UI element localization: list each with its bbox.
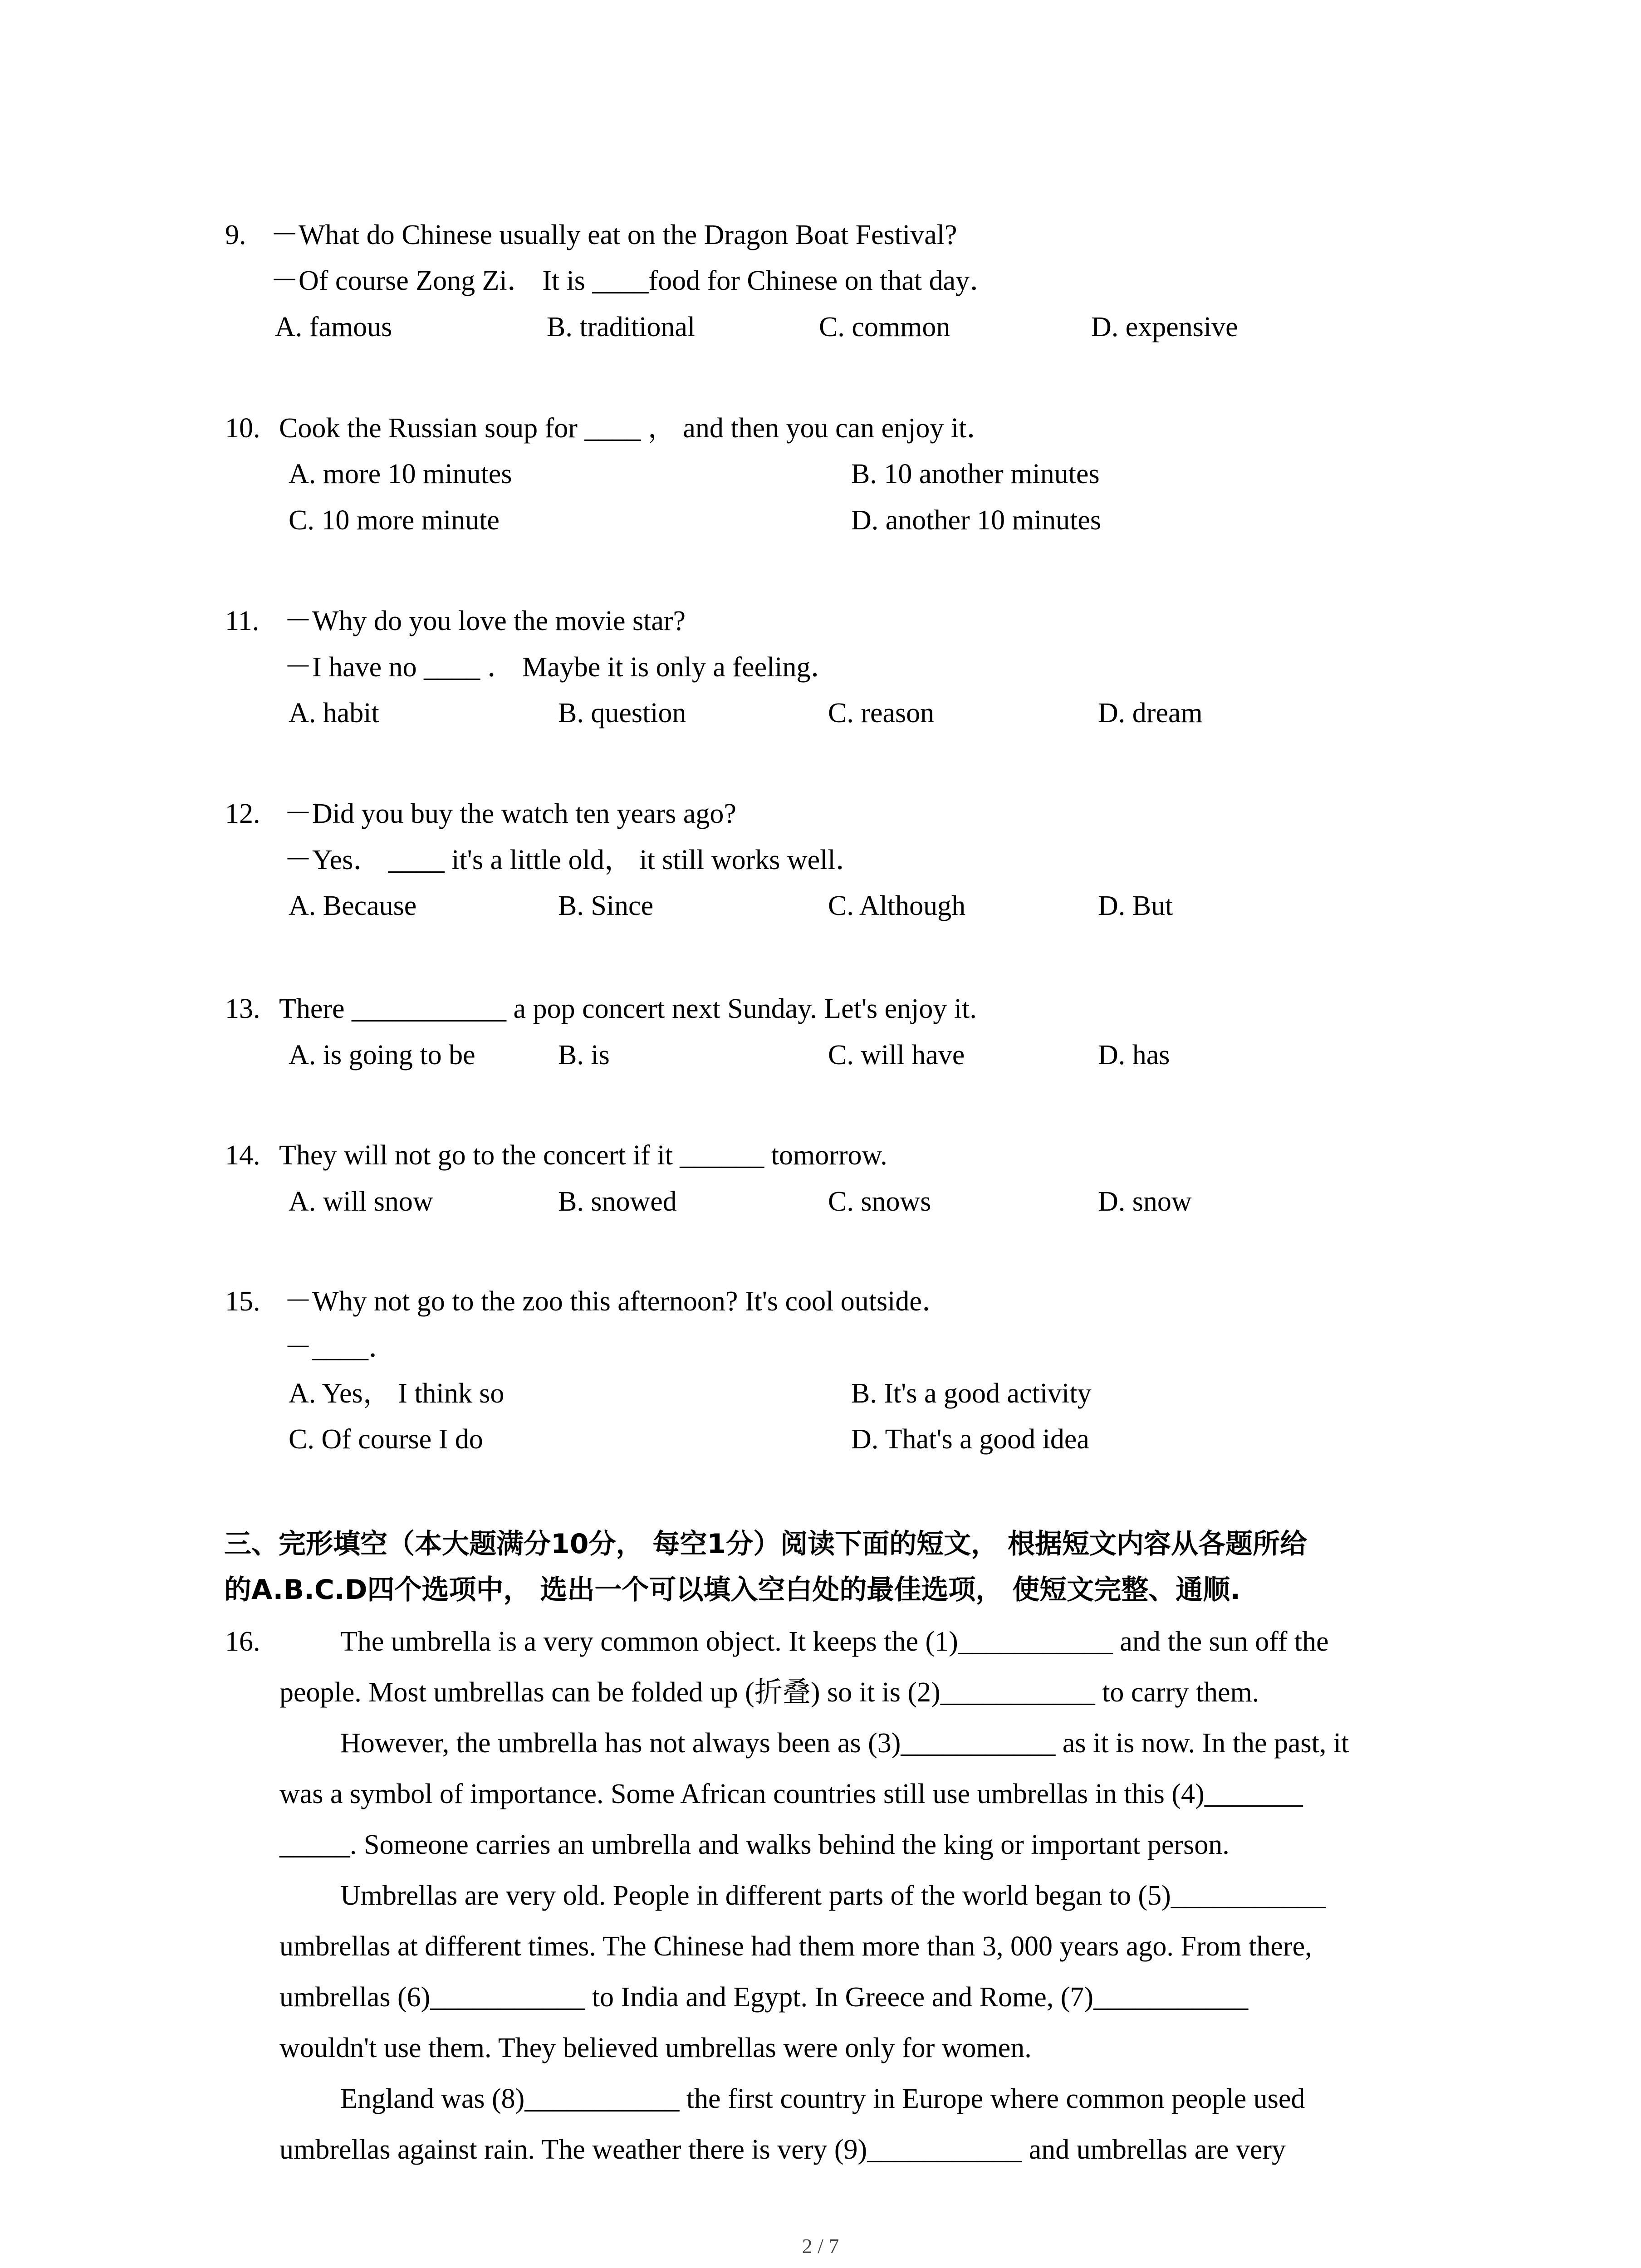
option-a: A. Yes， I think so (289, 1378, 505, 1409)
option-d: D. another 10 minutes (851, 505, 1102, 536)
option-a: A. is going to be (289, 1040, 475, 1070)
passage-line: umbrellas at different times. The Chinese had them more than 3, 000 years ago. From there, (279, 1931, 1312, 1962)
passage-line: umbrellas against rain. The weather there is very (9)___________ and umbrellas are very (279, 2134, 1286, 2165)
option-d: D. snow (1098, 1186, 1192, 1217)
question-stem-line: －Yes． ____ it's a little old， it still works well． (284, 845, 864, 875)
option-b: B. snowed (558, 1186, 677, 1217)
section-heading-line: 的A.B.C.D四个选项中， 选出一个可以填入空白处的最佳选项， 使短文完整、通顺. (224, 1574, 1241, 1606)
question-number: 10. (225, 413, 260, 444)
option-d: D. But (1098, 890, 1173, 921)
option-c: C. Of course I do (289, 1424, 483, 1455)
passage-line: _____. Someone carries an umbrella and walks behind the king or important person. (279, 1829, 1230, 1860)
passage-line: was a symbol of importance. Some African countries still use umbrellas in this (4)_______ (279, 1779, 1303, 1809)
option-c: C. 10 more minute (289, 505, 500, 536)
option-a: A. habit (289, 698, 379, 728)
option-c: C. common (819, 312, 950, 342)
option-d: D. expensive (1091, 312, 1238, 342)
question-number: 12. (225, 798, 260, 829)
option-c: C. reason (828, 698, 935, 728)
passage-line: Umbrellas are very old. People in different parts of the world began to (5)___________ (340, 1880, 1326, 1911)
option-a: A. will snow (289, 1186, 433, 1217)
page-number: 2 / 7 (802, 2234, 839, 2258)
question-stem-line: Cook the Russian soup for ____ ， and then you can enjoy it． (279, 413, 995, 444)
question-number: 11. (225, 606, 260, 636)
option-d: D. That's a good idea (851, 1424, 1089, 1455)
question-stem-line: －Did you buy the watch ten years ago? (284, 798, 736, 829)
question-number: 14. (225, 1140, 260, 1171)
question-stem-line: There ___________ a pop concert next Sunday. Let's enjoy it. (279, 993, 977, 1024)
question-number: 15. (225, 1286, 260, 1317)
question-stem-line: －I have no ____ ． Maybe it is only a feeling． (284, 652, 839, 683)
question-number: 9. (225, 220, 246, 250)
passage-line: wouldn't use them. They believed umbrellas were only for women. (279, 2033, 1032, 2063)
question-stem-line: －____． (284, 1332, 397, 1363)
question-stem-line: －What do Chinese usually eat on the Dragon Boat Festival? (270, 220, 957, 250)
passage-line: However, the umbrella has not always been as (3)___________ as it is now. In the past, it (340, 1728, 1349, 1759)
question-number: 16. (225, 1626, 260, 1657)
question-stem-line: －Why do you love the movie star? (284, 606, 686, 636)
passage-line: people. Most umbrellas can be folded up (折叠) so it is (2)___________ to carry them. (279, 1677, 1259, 1708)
option-b: B. traditional (547, 312, 696, 342)
option-a: A. more 10 minutes (289, 459, 512, 489)
question-stem-line: －Why not go to the zoo this afternoon? It's cool outside． (284, 1286, 950, 1317)
option-d: D. dream (1098, 698, 1203, 728)
question-number: 13. (225, 993, 260, 1024)
passage-line: England was (8)___________ the first country in Europe where common people used (340, 2083, 1305, 2114)
option-a: A. Because (289, 890, 417, 921)
question-stem-line: They will not go to the concert if it ______ tomorrow. (279, 1140, 887, 1171)
passage-line: umbrellas (6)___________ to India and Egypt. In Greece and Rome, (7)___________ (279, 1982, 1249, 2013)
option-c: C. will have (828, 1040, 965, 1070)
option-d: D. has (1098, 1040, 1170, 1070)
passage-line: The umbrella is a very common object. It keeps the (1)___________ and the sun off the (340, 1626, 1329, 1657)
question-stem-line: －Of course Zong Zi． It is ____food for Chinese on that day． (270, 265, 998, 296)
option-b: B. is (558, 1040, 610, 1070)
option-c: C. snows (828, 1186, 931, 1217)
option-c: C. Although (828, 890, 966, 921)
option-b: B. It's a good activity (851, 1378, 1092, 1409)
option-b: B. Since (558, 890, 654, 921)
option-b: B. 10 another minutes (851, 459, 1100, 489)
option-a: A. famous (275, 312, 392, 342)
section-heading-line: 三、完形填空（本大题满分10分， 每空1分）阅读下面的短文， 根据短文内容从各题所给 (224, 1528, 1308, 1560)
option-b: B. question (558, 698, 686, 728)
